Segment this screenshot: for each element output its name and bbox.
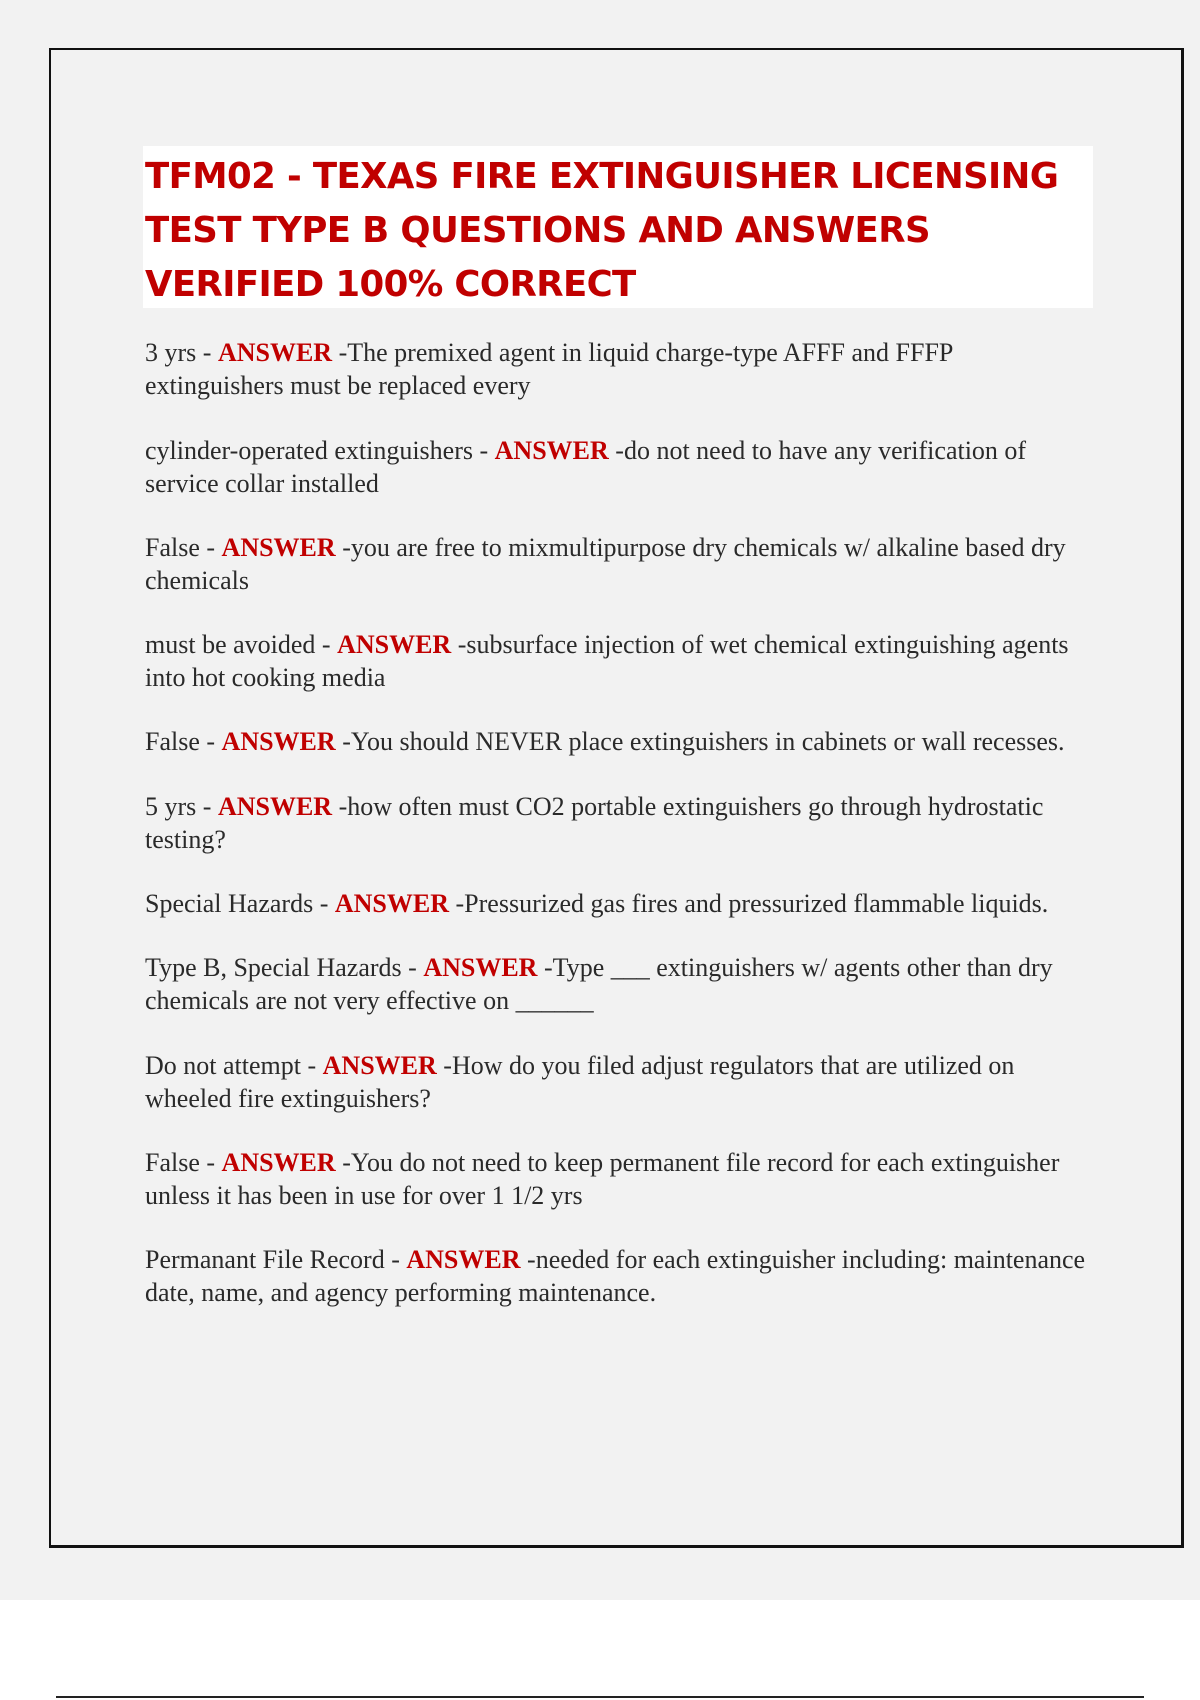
answer-label: ANSWER [337, 630, 452, 659]
qa-term: Do not attempt - [145, 1051, 323, 1080]
qa-term: Special Hazards - [145, 889, 335, 918]
qa-definition: Pressurized gas fires and pressurized flammable liquids. [464, 889, 1049, 918]
qa-definition: You should NEVER place extinguishers in cabinets or wall recesses. [350, 727, 1065, 756]
qa-item [145, 887, 1095, 920]
answer-label: ANSWER [221, 533, 336, 562]
answer-label: ANSWER [217, 338, 333, 367]
qa-term: False - [145, 1148, 222, 1177]
qa-item [145, 628, 1095, 694]
answer-label: ANSWER [406, 1245, 521, 1274]
qa-item [145, 336, 1095, 402]
qa-separator: - [332, 792, 348, 821]
qa-definition: needed for each extinguisher including: maintenance date, name, and agency performing maintenance. [145, 1245, 1086, 1307]
qa-separator: - [332, 338, 348, 367]
qa-definition: do not need to have any verification of service collar installed [145, 436, 1027, 498]
qa-list [145, 336, 1095, 1309]
qa-term: 3 yrs - [145, 338, 218, 367]
qa-term: False - [145, 533, 222, 562]
answer-label: ANSWER [221, 727, 336, 756]
qa-separator: - [335, 1148, 351, 1177]
qa-item [145, 434, 1095, 500]
qa-definition: You do not need to keep permanent file record for each extinguisher unless it has been in use for over 1 1/2 yrs [145, 1148, 1060, 1210]
answer-label: ANSWER [334, 889, 449, 918]
qa-term: Permanant File Record - [145, 1245, 407, 1274]
qa-item [145, 951, 1095, 1017]
answer-label: ANSWER [494, 436, 609, 465]
qa-definition: How do you filed adjust regulators that are utilized on wheeled fire extinguishers? [145, 1051, 1015, 1113]
qa-term: False - [145, 727, 222, 756]
footer-divider [56, 1696, 1144, 1698]
qa-item [145, 1146, 1095, 1212]
qa-item [145, 1049, 1095, 1115]
qa-separator: - [608, 436, 624, 465]
qa-item [145, 725, 1095, 758]
qa-definition: subsurface injection of wet chemical extinguishing agents into hot cooking media [145, 630, 1069, 692]
answer-label: ANSWER [423, 953, 538, 982]
answer-label: ANSWER [221, 1148, 336, 1177]
qa-definition: how often must CO2 portable extinguishers go through hydrostatic testing? [145, 792, 1044, 854]
qa-separator: - [335, 727, 351, 756]
qa-item [145, 531, 1095, 597]
answer-label: ANSWER [217, 792, 333, 821]
qa-term: must be avoided - [145, 630, 338, 659]
qa-item [145, 790, 1095, 856]
qa-definition: Type ___ extinguishers w/ agents other than dry chemicals are not very effective on ______ [145, 953, 1053, 1015]
title-box [143, 146, 1093, 308]
qa-term: Type B, Special Hazards - [145, 953, 424, 982]
qa-separator: - [449, 889, 465, 918]
qa-separator: - [537, 953, 553, 982]
qa-definition: The premixed agent in liquid charge-type AFFF and FFFP extinguishers must be replaced every [145, 338, 953, 400]
qa-term: 5 yrs - [145, 792, 218, 821]
qa-separator: - [520, 1245, 536, 1274]
answer-label: ANSWER [322, 1051, 437, 1080]
qa-separator: - [451, 630, 467, 659]
qa-separator: - [436, 1051, 452, 1080]
document-title: TFM02 - TEXAS FIRE EXTINGUISHER LICENSING TEST TYPE B QUESTIONS AND ANSWERS VERIFIED 100% CORRECT [145, 156, 1059, 305]
qa-term: cylinder-operated extinguishers - [145, 436, 495, 465]
qa-item [145, 1243, 1095, 1309]
qa-separator: - [335, 533, 351, 562]
qa-definition: you are free to mixmultipurpose dry chemicals w/ alkaline based dry chemicals [145, 533, 1066, 595]
